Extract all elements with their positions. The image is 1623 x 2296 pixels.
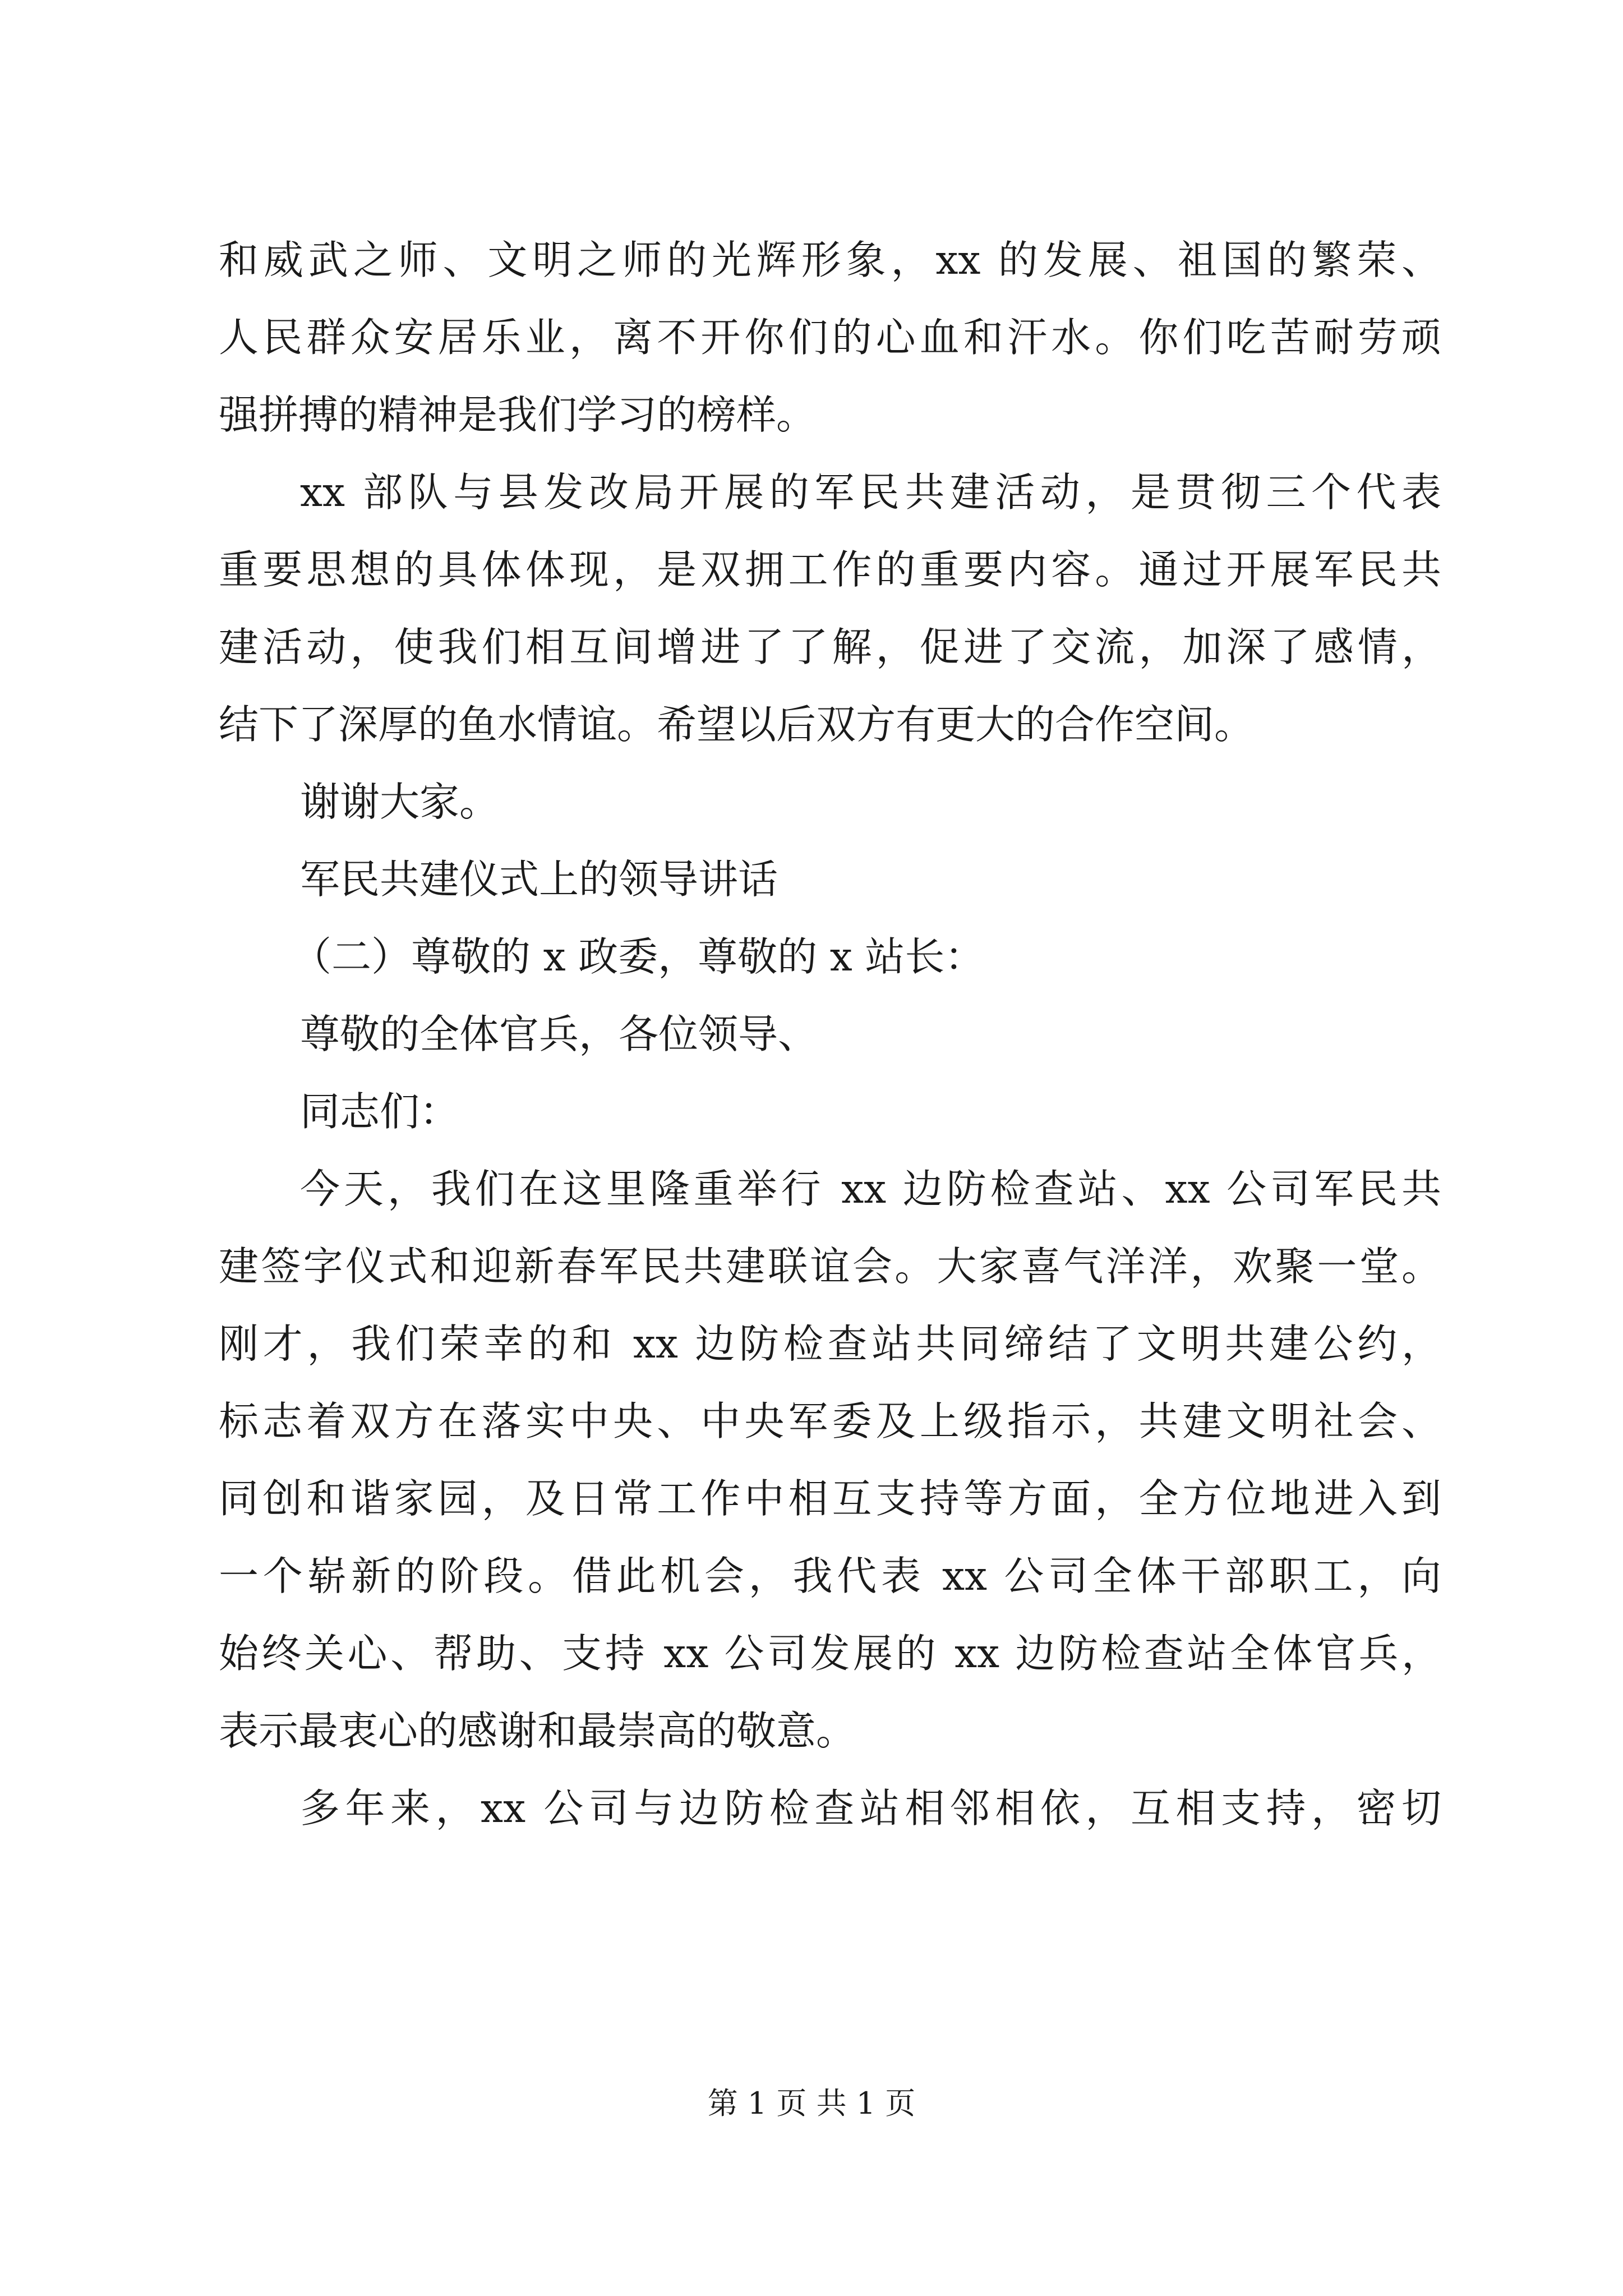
text-line: 人民群众安居乐业，离不开你们的心血和汗水。你们吃苦耐劳顽 <box>219 314 1441 361</box>
text-line: 一个崭新的阶段。借此机会，我代表 xx 公司全体干部职工，向 <box>219 1553 1441 1599</box>
text-line: 建活动，使我们相互间增进了了解，促进了交流，加深了感情， <box>219 624 1441 670</box>
text-line: 和威武之师、文明之师的光辉形象，xx 的发展、祖国的繁荣、 <box>219 237 1441 283</box>
text-line: 表示最衷心的感谢和最崇高的敬意。 <box>219 1708 856 1754</box>
document-body <box>219 222 1441 1847</box>
text-line: 标志着双方在落实中央、中央军委及上级指示，共建文明社会、 <box>219 1398 1441 1444</box>
section-title: 军民共建仪式上的领导讲话 <box>300 856 778 903</box>
text-line: 刚才，我们荣幸的和 xx 边防检查站共同缔结了文明共建公约， <box>219 1320 1441 1367</box>
text-line: 重要思想的具体体现，是双拥工作的重要内容。通过开展军民共 <box>219 546 1441 593</box>
text-line: 强拼搏的精神是我们学习的榜样。 <box>219 392 817 438</box>
text-line: 今天，我们在这里隆重举行 xx 边防检查站、xx 公司军民共 <box>300 1166 1441 1212</box>
page-number-footer: 第 1 页 共 1 页 <box>707 2086 916 2121</box>
text-line: 谢谢大家。 <box>300 779 500 825</box>
text-line: 多年来，xx 公司与边防检查站相邻相依，互相支持，密切 <box>300 1785 1441 1832</box>
text-line: xx 部队与县发改局开展的军民共建活动，是贯彻三个代表 <box>300 469 1441 516</box>
salutation-line: 尊敬的全体官兵，各位领导、 <box>300 1011 818 1057</box>
salutation-line: 同志们： <box>300 1088 460 1135</box>
text-line: 同创和谐家园，及日常工作中相互支持等方面，全方位地进入到 <box>219 1475 1441 1522</box>
text-line: 始终关心、帮助、支持 xx 公司发展的 xx 边防检查站全体官兵， <box>219 1630 1441 1677</box>
salutation-line: （二）尊敬的 x 政委，尊敬的 x 站长： <box>292 933 985 980</box>
text-line: 建签字仪式和迎新春军民共建联谊会。大家喜气洋洋，欢聚一堂。 <box>219 1243 1441 1290</box>
text-line: 结下了深厚的鱼水情谊。希望以后双方有更大的合作空间。 <box>219 701 1255 748</box>
